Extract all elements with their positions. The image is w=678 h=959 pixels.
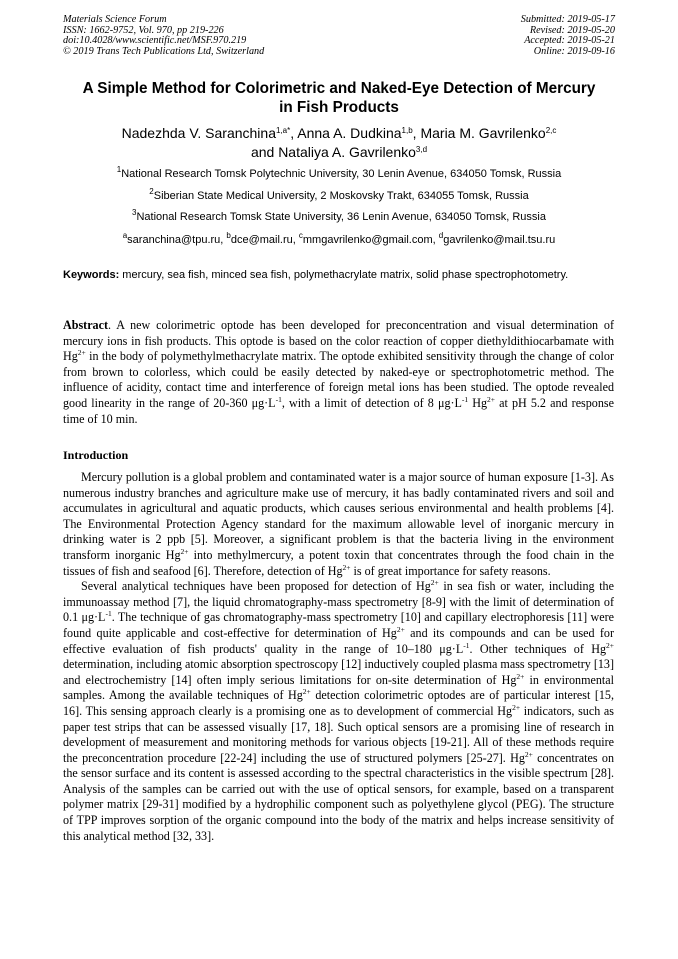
author-affiliation-mark: 2,c bbox=[545, 126, 557, 135]
affiliation-1 bbox=[40, 165, 638, 181]
author-affiliation-mark: 1,a* bbox=[276, 126, 291, 135]
paragraph-text: in environmental samples. Among the available techniques of Hg bbox=[63, 672, 614, 703]
affiliation-text: National Research Tomsk Polytechnic University, 30 Lenin Avenue, 634050 Tomsk, Russia bbox=[121, 168, 562, 180]
email-address: saranchina@tpu.ru, bbox=[127, 234, 227, 246]
online-date: Online: 2019-09-16 bbox=[533, 45, 615, 57]
superscript: 2+ bbox=[302, 687, 311, 697]
author-conjunction: and bbox=[250, 144, 279, 160]
paragraph-text: indicators, such as paper test strips that can be assessed visually [17, 18]. Such optical sensors are a promising line of research in development of measurement and monitoring methods for various objects [19-21]. All of these methods require the preconcentration procedure [22-24] including the use of structured polymers [25-27]. Hg bbox=[63, 703, 614, 765]
paragraph-text: into methylmercury, a potent toxin that concentrates through the food chain in the tissues of fish and seafood [6]. Therefore, detection of Hg bbox=[63, 547, 614, 578]
abstract-text: at pH 5.2 and response time of 10 min. bbox=[63, 395, 614, 426]
paragraph-text: determination, including atomic absorption spectroscopy [12] inductively coupled plasma mass spectrometry [13] and electrochemistry [14] often imply serious limitations for on-site determination of Hg bbox=[63, 657, 614, 687]
keywords-label: Keywords: bbox=[63, 269, 120, 281]
paragraph-text: and its compounds and can be used for effective evaluation of fish products' quality in the range of 10–180 μg·L bbox=[63, 625, 614, 656]
paragraph-text: concentrates on the sensor surface and its content is assessed according to the spectral characteristics in the visible spectrum [28]. Analysis of the samples can be carried out with the use of optical sensors, for example, based on a transparent polymer matrix [29-31] modified by a hydrophilic component such as polyethylene glycol (PEG). The structure of TPP improves sorption of the organic compound into the body of the matrix and helps increase sensitivity of this analytical method [32, 33]. bbox=[63, 750, 614, 843]
email-mark: a bbox=[122, 231, 128, 240]
paragraph-text: in sea fish or water, including the immunoassay method [7], the liquid chromatography-mass spectrometry [8-9] with the limit of determination of 0.1 μg·L bbox=[63, 579, 614, 625]
abstract-text: , with a limit of detection of 8 μg·L bbox=[281, 395, 462, 410]
affiliation-text: Siberian State Medical University, 2 Moskovsky Trakt, 634055 Tomsk, Russia bbox=[153, 190, 529, 202]
email-mark: d bbox=[438, 231, 444, 240]
paragraph-text: is of great importance for safety reasons. bbox=[350, 563, 551, 578]
superscript: 2+ bbox=[487, 394, 496, 404]
superscript: 2+ bbox=[524, 749, 533, 759]
author-affiliation-mark: 3,d bbox=[415, 145, 428, 154]
affiliation-mark: 1 bbox=[116, 165, 122, 174]
author-name: Anna A. Dudkina bbox=[297, 125, 402, 141]
superscript: 2+ bbox=[342, 562, 351, 572]
section-heading-introduction: Introduction bbox=[63, 448, 129, 462]
superscript: 2+ bbox=[77, 348, 86, 358]
title-line-2: in Fish Products bbox=[279, 98, 399, 116]
email-address: gavrilenko@mail.tsu.ru bbox=[443, 234, 556, 246]
journal-issn: ISSN: 1662-9752, Vol. 970, pp 219-226 bbox=[63, 24, 224, 36]
superscript: -1 bbox=[463, 640, 470, 650]
author-emails bbox=[40, 231, 638, 247]
submission-dates bbox=[521, 15, 615, 57]
affiliation-2 bbox=[40, 187, 638, 203]
accepted-date: Accepted: 2019-05-21 bbox=[524, 35, 615, 47]
abstract-text: in the body of polymethylmethacrylate matrix. The optode exhibited sensitivity through the change of color from brown to colorless, which could be easily detected by naked-eye or spectrophotometric method. The influence of acidity, contact time and interference of foreign metal ions has been studied. The optode revealed good linearity in the range of 20-360 μg·L bbox=[63, 349, 614, 410]
superscript: 2+ bbox=[606, 640, 614, 650]
superscript: 2+ bbox=[516, 671, 525, 681]
superscript: 2+ bbox=[180, 546, 189, 556]
paragraph-text: Several analytical techniques have been proposed for detection of Hg bbox=[81, 579, 431, 594]
superscript: -1 bbox=[461, 394, 469, 404]
author-affiliation-mark: 1,b bbox=[401, 126, 413, 135]
email-mark: c bbox=[298, 231, 303, 240]
author-line-1 bbox=[40, 124, 638, 143]
revised-date: Revised: 2019-05-20 bbox=[529, 24, 615, 36]
affiliation-mark: 3 bbox=[132, 208, 137, 217]
intro-paragraph-1 bbox=[63, 470, 614, 579]
abstract-label: Abstract bbox=[63, 318, 109, 332]
paragraph-text: detection colorimetric optodes are of particular interest [15, 16]. This sensing approach clearly is a promising one as to development of commercial Hg bbox=[63, 688, 614, 718]
superscript: 2+ bbox=[430, 578, 439, 588]
author-line-2 bbox=[40, 143, 638, 162]
keywords bbox=[63, 268, 614, 282]
paragraph-text: Mercury pollution is a global problem and contaminated water is a major source of human exposure [1-3]. As numerous industry branches and agriculture make use of mercury, it has badly contaminated rivers and soil and accumulates in agricultural and aquatic products, which causes serious environmental and health problems [4]. The Environmental Protection Agency standard for the maximum allowable level of inorganic mercury in drinking water is 2 ppb [5]. Moreover, a significant problem is that the bacteria living in the environment transform inorganic Hg bbox=[63, 470, 614, 562]
abstract-text: Hg bbox=[468, 395, 488, 410]
author-list bbox=[40, 124, 638, 162]
abstract bbox=[63, 318, 614, 427]
introduction-body bbox=[63, 470, 614, 844]
journal-doi: doi:10.4028/www.scientific.net/MSF.970.219 bbox=[63, 35, 247, 47]
journal-name: Materials Science Forum bbox=[63, 14, 167, 25]
superscript: 2+ bbox=[512, 702, 521, 712]
author-name: Nataliya A. Gavrilenko bbox=[278, 144, 416, 160]
abstract-text: . A new colorimetric optode has been developed for preconcentration and visual determination of mercury ions in fish products. This optode is based on the color reaction of copper diethyldithiocarbamate with Hg bbox=[63, 318, 614, 364]
journal-info bbox=[63, 15, 264, 57]
superscript: -1 bbox=[105, 609, 112, 619]
author-name: Maria M. Gavrilenko bbox=[420, 125, 546, 141]
submitted-date: Submitted: 2019-05-17 bbox=[520, 14, 615, 25]
keywords-text: mercury, sea fish, minced sea fish, polymethacrylate matrix, solid phase spectrophotometry. bbox=[119, 269, 569, 281]
paper-title bbox=[40, 80, 638, 117]
email-mark: b bbox=[226, 231, 231, 240]
intro-paragraph-2 bbox=[63, 579, 614, 844]
author-separator: , bbox=[412, 125, 421, 141]
paragraph-text: . Other techniques of Hg bbox=[469, 641, 607, 656]
paragraph-text: . The technique of gas chromatography-mass spectrometry [10] and capillary electrophoresis [11] were found quite applicable and cost-effective for determination of Hg bbox=[63, 610, 614, 640]
title-line-1: A Simple Method for Colorimetric and Naked-Eye Detection of Mercury bbox=[82, 80, 596, 97]
copyright-notice: © 2019 Trans Tech Publications Ltd, Switzerland bbox=[63, 45, 265, 57]
affiliation-mark: 2 bbox=[149, 187, 154, 196]
affiliation-3 bbox=[40, 208, 638, 224]
abstract-paragraph bbox=[63, 318, 614, 427]
superscript: -1 bbox=[275, 394, 282, 404]
email-address: dce@mail.ru, bbox=[230, 234, 299, 246]
author-separator: , bbox=[290, 125, 298, 141]
author-name: Nadezhda V. Saranchina bbox=[121, 125, 276, 141]
superscript: 2+ bbox=[396, 624, 405, 634]
email-address: mmgavrilenko@gmail.com, bbox=[302, 234, 439, 246]
affiliation-text: National Research Tomsk State University, 36 Lenin Avenue, 634050 Tomsk, Russia bbox=[136, 211, 546, 223]
